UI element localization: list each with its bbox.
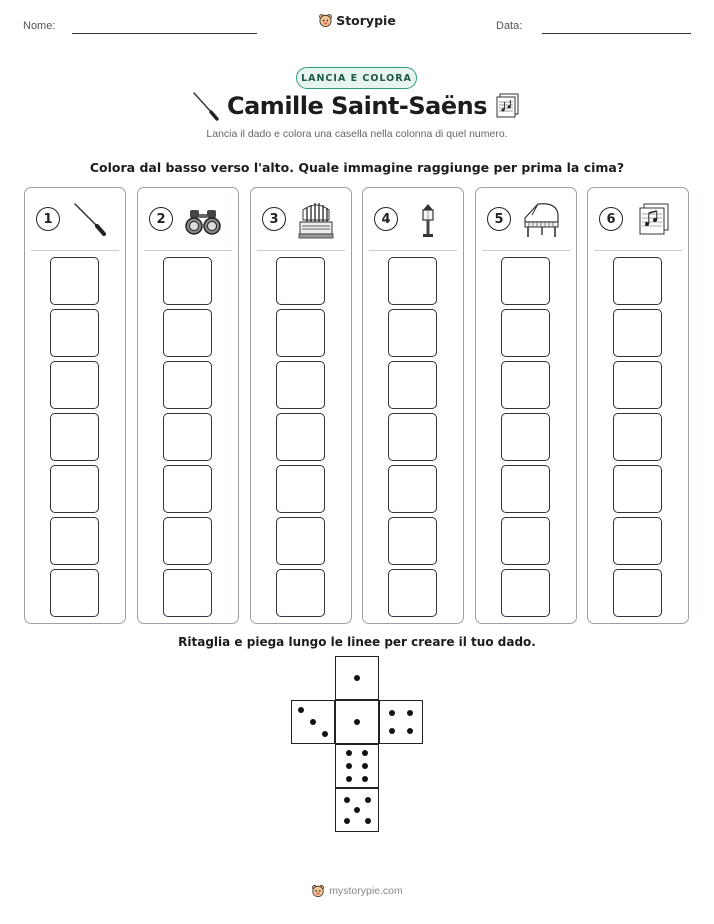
color-box[interactable] [613, 413, 662, 461]
grand-piano-icon [520, 200, 562, 240]
dice-pip [365, 797, 371, 803]
dice-pip [354, 807, 360, 813]
dice-column-5 [475, 187, 577, 624]
sheet-music-icon [632, 200, 674, 240]
dice-pip [346, 776, 352, 782]
column-number: 3 [262, 207, 286, 231]
brand-logo [0, 13, 714, 28]
color-box[interactable] [501, 257, 550, 305]
column-number: 1 [36, 207, 60, 231]
pipe-organ-icon [295, 200, 337, 240]
color-box[interactable] [276, 413, 325, 461]
street-lamp-icon [407, 200, 449, 240]
color-box[interactable] [501, 413, 550, 461]
color-box[interactable] [501, 569, 550, 617]
color-box[interactable] [163, 569, 212, 617]
dice-pip [389, 710, 395, 716]
dice-pip [310, 719, 316, 725]
storypie-bear-icon [311, 884, 325, 898]
color-box[interactable] [613, 569, 662, 617]
column-number: 6 [599, 207, 623, 231]
color-box[interactable] [613, 465, 662, 513]
conductor-baton-icon [69, 200, 111, 240]
dice-column-6 [587, 187, 689, 624]
color-box[interactable] [50, 465, 99, 513]
dice-pip [298, 707, 304, 713]
dice-pip [365, 818, 371, 824]
column-divider [257, 250, 345, 251]
cut-instruction: Ritaglia e piega lungo le linee per creare il tuo dado. [178, 635, 536, 649]
color-box[interactable] [276, 361, 325, 409]
column-divider [31, 250, 119, 251]
date-label: Data: [496, 20, 523, 32]
dice-pip [346, 763, 352, 769]
date-line[interactable] [542, 33, 691, 34]
color-box[interactable] [276, 309, 325, 357]
column-divider [144, 250, 232, 251]
dice-face-1 [335, 656, 379, 700]
dice-pip [389, 728, 395, 734]
color-box[interactable] [50, 569, 99, 617]
sheet-music-icon [494, 92, 522, 120]
color-box[interactable] [388, 465, 437, 513]
dice-pip [322, 731, 328, 737]
dice-column-2 [137, 187, 239, 624]
column-number: 5 [487, 207, 511, 231]
color-box[interactable] [613, 517, 662, 565]
column-number: 4 [374, 207, 398, 231]
color-box[interactable] [50, 257, 99, 305]
dice-column-4 [362, 187, 464, 624]
color-box[interactable] [163, 465, 212, 513]
brand-name: Storypie [336, 13, 396, 28]
activity-badge: LANCIA E COLORA [296, 67, 417, 89]
dice-pip [354, 719, 360, 725]
column-divider [482, 250, 570, 251]
color-box[interactable] [388, 517, 437, 565]
dice-pip [362, 776, 368, 782]
dice-column-1 [24, 187, 126, 624]
dice-face-5 [335, 788, 379, 832]
color-box[interactable] [163, 413, 212, 461]
color-box[interactable] [388, 413, 437, 461]
dice-column-3 [250, 187, 352, 624]
color-box[interactable] [501, 309, 550, 357]
dice-pip [407, 710, 413, 716]
footer [0, 884, 714, 898]
color-box[interactable] [50, 517, 99, 565]
dice-pip [344, 818, 350, 824]
dice-pip [354, 675, 360, 681]
color-box[interactable] [163, 257, 212, 305]
page-title: Camille Saint-Saëns [227, 92, 487, 120]
color-box[interactable] [276, 257, 325, 305]
dice-face-3 [291, 700, 335, 744]
color-box[interactable] [388, 309, 437, 357]
color-box[interactable] [50, 413, 99, 461]
dice-pip [362, 763, 368, 769]
color-box[interactable] [163, 361, 212, 409]
dice-face-6 [335, 744, 379, 788]
column-divider [594, 250, 682, 251]
color-box[interactable] [163, 309, 212, 357]
dice-pip [407, 728, 413, 734]
name-line[interactable] [72, 33, 257, 34]
color-box[interactable] [501, 465, 550, 513]
coloring-instruction: Colora dal basso verso l'alto. Quale immagine raggiunge per prima la cima? [89, 160, 625, 175]
color-box[interactable] [613, 309, 662, 357]
color-box[interactable] [276, 465, 325, 513]
dice-pip [346, 750, 352, 756]
color-box[interactable] [388, 257, 437, 305]
color-box[interactable] [276, 569, 325, 617]
dice-face-4 [379, 700, 423, 744]
color-box[interactable] [50, 361, 99, 409]
footer-url: mystorypie.com [329, 885, 403, 897]
storypie-bear-icon [318, 13, 333, 28]
dice-pip [344, 797, 350, 803]
color-box[interactable] [501, 517, 550, 565]
color-box[interactable] [388, 361, 437, 409]
page-subtitle: Lancia il dado e colora una casella nella colonna di quel numero. [206, 128, 508, 140]
color-box[interactable] [613, 257, 662, 305]
color-box[interactable] [50, 309, 99, 357]
dice-pip [362, 750, 368, 756]
color-box[interactable] [388, 569, 437, 617]
color-box[interactable] [163, 517, 212, 565]
name-label: Nome: [23, 20, 56, 32]
binoculars-icon [182, 200, 224, 240]
color-box[interactable] [276, 517, 325, 565]
color-box[interactable] [501, 361, 550, 409]
color-box[interactable] [613, 361, 662, 409]
column-divider [369, 250, 457, 251]
column-number: 2 [149, 207, 173, 231]
dice-face-1 [335, 700, 379, 744]
